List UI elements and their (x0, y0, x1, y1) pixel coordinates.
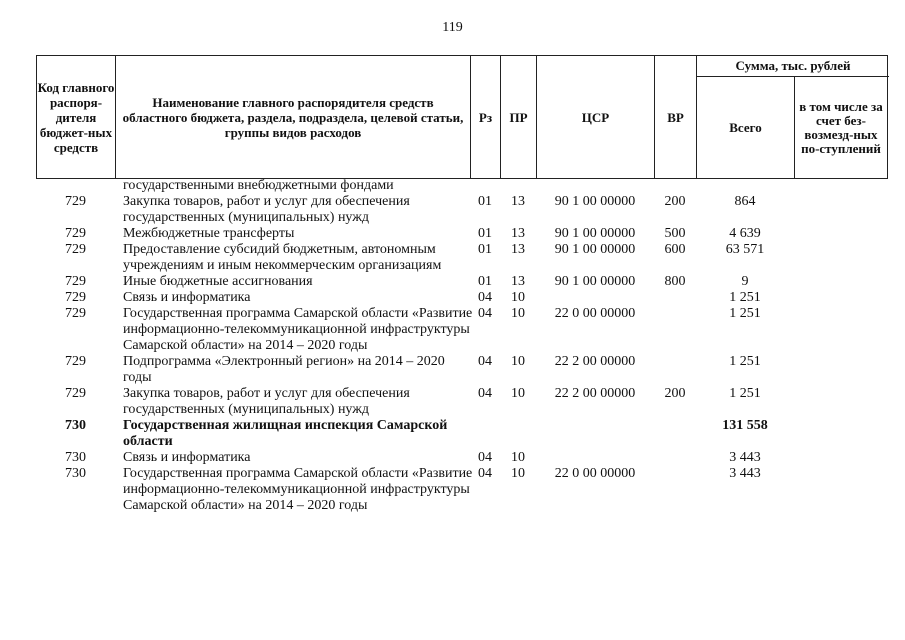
cell-name: Закупка товаров, работ и услуг для обеспечения государственных (муниципальных) нужд (123, 386, 410, 417)
cell-total: 9 (741, 274, 749, 289)
table-row (36, 194, 888, 226)
table-body (36, 178, 888, 514)
cell-csr: 90 1 00 00000 (554, 274, 636, 289)
cell-name: Закупка товаров, работ и услуг для обеспечения государственных (муниципальных) нужд (123, 194, 410, 225)
cell-name: Подпрограмма «Электронный регион» на 2014 – 2020 годы (123, 354, 445, 385)
cell-code: 729 (65, 242, 86, 257)
cell-pr: 13 (511, 274, 525, 289)
table-row (36, 226, 888, 242)
table-row (36, 290, 888, 306)
cell-name: Государственная программа Самарской области «Развитие информационно-телекоммуникационной инфраструктуры Самарской области» на 2014 – 2020 годы (123, 306, 473, 353)
header-pr: ПР (501, 56, 537, 178)
cell-code: 729 (65, 274, 86, 289)
header-total: Всего (697, 77, 795, 178)
cell-name: Государственная жилищная инспекция Самарской области (123, 418, 448, 449)
cell-vr: 800 (664, 274, 686, 289)
cell-code: 729 (65, 354, 86, 369)
cell-rz: 04 (478, 306, 492, 321)
cell-code: 729 (65, 386, 86, 401)
header-code: Код главного распоря-дителя бюджет-ных средств (37, 56, 116, 178)
cell-pr: 10 (511, 466, 525, 481)
table-row (36, 466, 888, 514)
cell-code: 729 (65, 306, 86, 321)
cell-pr: 10 (511, 450, 525, 465)
cell-rz: 04 (478, 466, 492, 481)
cell-code: 730 (65, 450, 86, 465)
cell-rz: 04 (478, 290, 492, 305)
table-row (36, 306, 888, 354)
cell-total: 3 443 (729, 450, 761, 465)
header-sum-group: Сумма, тыс. рублей (697, 56, 889, 77)
table-row (36, 450, 888, 466)
cell-pr: 13 (511, 242, 525, 257)
cell-pr: 10 (511, 354, 525, 369)
cell-pr: 13 (511, 226, 525, 241)
cell-rz: 04 (478, 386, 492, 401)
cell-vr: 500 (664, 226, 686, 241)
cell-total: 4 639 (729, 226, 761, 241)
cell-rz: 01 (478, 226, 492, 241)
cell-csr: 22 0 00 00000 (554, 306, 636, 321)
cell-code: 729 (65, 290, 86, 305)
cell-total: 1 251 (729, 354, 761, 369)
table-row (36, 178, 888, 194)
cell-vr: 200 (664, 386, 686, 401)
cell-csr: 22 2 00 00000 (554, 386, 636, 401)
header-csr: ЦСР (537, 56, 655, 178)
cell-name: Связь и информатика (123, 290, 251, 305)
cell-vr: 600 (664, 242, 686, 257)
header-vr: ВР (655, 56, 697, 178)
page-number: 119 (442, 20, 463, 35)
cell-total: 131 558 (722, 418, 768, 433)
table-header (36, 55, 888, 179)
cell-total: 1 251 (729, 306, 761, 321)
cell-name: государственными внебюджетными фондами (123, 178, 394, 193)
cell-name: Иные бюджетные ассигнования (123, 274, 313, 289)
cell-code: 729 (65, 194, 86, 209)
cell-rz: 04 (478, 354, 492, 369)
cell-csr: 90 1 00 00000 (554, 194, 636, 209)
cell-code: 729 (65, 226, 86, 241)
cell-total: 1 251 (729, 386, 761, 401)
cell-name: Государственная программа Самарской области «Развитие информационно-телекоммуникационной инфраструктуры Самарской области» на 2014 – 2020 годы (123, 466, 473, 513)
cell-rz: 01 (478, 274, 492, 289)
cell-total: 864 (734, 194, 756, 209)
cell-name: Связь и информатика (123, 450, 251, 465)
cell-rz: 04 (478, 450, 492, 465)
cell-rz: 01 (478, 194, 492, 209)
cell-csr: 22 0 00 00000 (554, 466, 636, 481)
cell-pr: 13 (511, 194, 525, 209)
header-free: в том числе за счет без-возмезд-ных по-ступлений (799, 98, 883, 156)
cell-total: 1 251 (729, 290, 761, 305)
table-row (36, 386, 888, 418)
cell-code: 730 (65, 418, 86, 433)
table-row (36, 354, 888, 386)
cell-rz: 01 (478, 242, 492, 257)
cell-csr: 90 1 00 00000 (554, 242, 636, 257)
cell-vr: 200 (664, 194, 686, 209)
cell-code: 730 (65, 466, 86, 481)
cell-pr: 10 (511, 306, 525, 321)
cell-name: Предоставление субсидий бюджетным, автономным учреждениям и иным некоммерческим организациям (123, 242, 442, 273)
cell-total: 63 571 (725, 242, 765, 257)
cell-csr: 22 2 00 00000 (554, 354, 636, 369)
cell-pr: 10 (511, 290, 525, 305)
cell-csr: 90 1 00 00000 (554, 226, 636, 241)
header-rz: Рз (471, 56, 501, 178)
cell-name: Межбюджетные трансферты (123, 226, 295, 241)
cell-total: 3 443 (729, 466, 761, 481)
header-name: Наименование главного распорядителя средств областного бюджета, раздела, подраздела, целевой статьи, группы видов расходов (116, 56, 471, 178)
table-row (36, 242, 888, 274)
table-row (36, 418, 888, 450)
cell-pr: 10 (511, 386, 525, 401)
table-row (36, 274, 888, 290)
